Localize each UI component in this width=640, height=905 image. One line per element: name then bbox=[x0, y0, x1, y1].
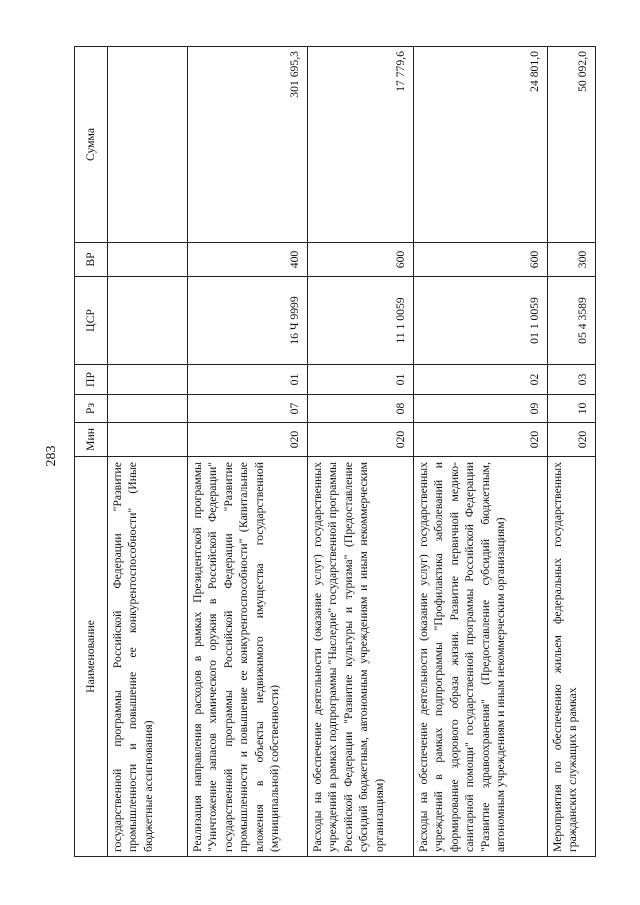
cell-csr: 11 1 0059 bbox=[308, 277, 414, 365]
cell-vr: 600 bbox=[308, 243, 414, 277]
cell-vr: 300 bbox=[548, 243, 596, 277]
header-csr: ЦСР bbox=[75, 277, 108, 365]
cell-pr: 02 bbox=[414, 365, 548, 395]
cell-rz: 10 bbox=[548, 395, 596, 423]
cell-name: Реализация направления расходов в рамках Президентской программы "Уничтожение запасов химического оружия в Российской Федерации" государственной программы Российской Федерации "Развитие промышленности и повышение ее конкурентоспособности" (Капитальные вложения в объекты недвижимого имущества государственной (муниципальной) собственности) bbox=[188, 457, 308, 857]
cell-pr: 03 bbox=[548, 365, 596, 395]
cell-sum: 24 801,0 bbox=[414, 47, 548, 243]
cell-csr: 16 Ч 9999 bbox=[188, 277, 308, 365]
budget-table bbox=[74, 46, 596, 857]
cell-name: государственной программы Российской Федерации "Развитие промышленности и повышение ее конкурентоспособности" (Иные бюджетные ассигнования) bbox=[108, 457, 188, 857]
cell-sum: 17 779,6 bbox=[308, 47, 414, 243]
cell-sum bbox=[108, 47, 188, 243]
header-pr: ПР bbox=[75, 365, 108, 395]
table-row bbox=[308, 47, 414, 857]
table-row bbox=[108, 47, 188, 857]
cell-rz: 08 bbox=[308, 395, 414, 423]
cell-csr: 05 4 3589 bbox=[548, 277, 596, 365]
table-row bbox=[548, 47, 596, 857]
cell-sum: 50 092,0 bbox=[548, 47, 596, 243]
budget-table-container bbox=[74, 47, 594, 857]
cell-vr: 600 bbox=[414, 243, 548, 277]
cell-name: Мероприятия по обеспечению жильем федеральных государственных гражданских служащих в рамках bbox=[548, 457, 596, 857]
cell-vr: 400 bbox=[188, 243, 308, 277]
table-header-row bbox=[75, 47, 108, 857]
cell-name: Расходы на обеспечение деятельности (оказание услуг) государственных учреждений в рамках подпрограммы "Наследие" государственной программы Российской Федерации "Развитие культуры и туризма" (Предоставление субсидий бюджетным, автономным учреждениям и иным некоммерческим организациям) bbox=[308, 457, 414, 857]
cell-csr bbox=[108, 277, 188, 365]
header-vr: ВР bbox=[75, 243, 108, 277]
cell-rz: 07 bbox=[188, 395, 308, 423]
cell-vr bbox=[108, 243, 188, 277]
cell-pr: 01 bbox=[308, 365, 414, 395]
header-min: Мин bbox=[75, 423, 108, 457]
cell-sum: 301 695,3 bbox=[188, 47, 308, 243]
cell-pr: 01 bbox=[188, 365, 308, 395]
header-rz: Рз bbox=[75, 395, 108, 423]
header-sum: Сумма bbox=[75, 47, 108, 243]
header-name: Наименование bbox=[75, 457, 108, 857]
cell-pr bbox=[108, 365, 188, 395]
cell-csr: 01 1 0059 bbox=[414, 277, 548, 365]
cell-min: 020 bbox=[414, 423, 548, 457]
table-row bbox=[414, 47, 548, 857]
cell-min bbox=[108, 423, 188, 457]
page-number: 283 bbox=[44, 445, 59, 467]
cell-name: Расходы на обеспечение деятельности (оказание услуг) государственных учреждений в рамках подпрограммы "Профилактика заболеваний и формирование здорового образа жизни. Развитие первичной медико-санитарной помощи" государственной программы Российской Федерации "Развитие здравоохранения" (Предоставление субсидий бюджетным, автономным учреждениям и иным некоммерческим организациям) bbox=[414, 457, 548, 857]
cell-min: 020 bbox=[188, 423, 308, 457]
cell-min: 020 bbox=[308, 423, 414, 457]
table-row bbox=[188, 47, 308, 857]
cell-rz: 09 bbox=[414, 395, 548, 423]
cell-rz bbox=[108, 395, 188, 423]
cell-min: 020 bbox=[548, 423, 596, 457]
